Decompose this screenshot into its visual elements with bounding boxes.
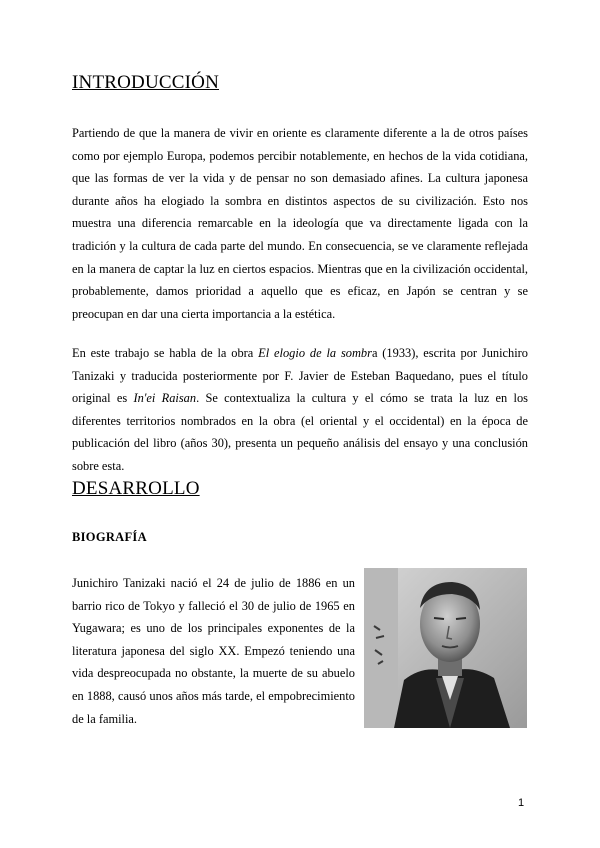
biografia-heading: BIOGRAFÍA: [72, 530, 147, 544]
introduccion-paragraph-2: [72, 342, 528, 478]
paragraph-2-text-b: a (1933), escrita por Junichiro Tanizaki y traducida posteriormente por F. Javier de Esteban Baquedano, pues el título original es: [72, 346, 528, 406]
biografia-paragraph: Junichiro Tanizaki nació el 24 de julio de 1886 en un barrio rico de Tokyo y falleció el 30 de julio de 1965 en Yugawara; es uno de los principales exponentes de la literatura japonesa del siglo XX. Empezó teniendo una vida despreocupada no obstante, la muerte de su abuelo en 1888, causó unos años más tarde, el empobrecimiento de la familia.: [72, 576, 355, 726]
book-title: El elogio de la sombr: [258, 346, 372, 360]
desarrollo-heading: DESARROLLO: [72, 478, 200, 499]
original-title: In'ei Raisan: [133, 391, 197, 406]
paragraph-2-text-c: . Se contextualiza la cultura y el cómo se trata la luz en los diferentes territorios nombrados en la obra (el oriental y el occidental) en la época de publicación del libro (años 30), presenta un pequeño análisis del ensayo y una conclusión sobre esta.: [72, 391, 528, 473]
page-number: 1: [518, 797, 525, 809]
paragraph-2-text-a: En este trabajo se habla de la obra: [72, 346, 259, 360]
author-portrait-photo: [364, 568, 527, 728]
introduccion-paragraph-1: Partiendo de que la manera de vivir en oriente es claramente diferente a la de otros países como por ejemplo Europa, podemos percibir notablemente, en hechos de la vida cotidiana, que las formas de ver la vida y de pensar no son demasiado afines. La cultura japonesa durante años ha elogiado la sombra en distintos aspectos de su civilización. Esto nos muestra una diferencia remarcable en la ideología que va directamente ligada con la tradición y la cultura de cada parte del mundo. En consecuencia, se ve claramente reflejada en la manera de captar la luz en ciertos espacios. Mientras que en la civilización occidental, probablemente, damos prioridad a aquello que es eficaz, en Japón se centran y se preocupan en dar una cierta importancia a la estética.: [72, 126, 528, 321]
introduccion-heading: INTRODUCCIÓN: [72, 72, 220, 93]
portrait-illustration: [364, 568, 527, 728]
